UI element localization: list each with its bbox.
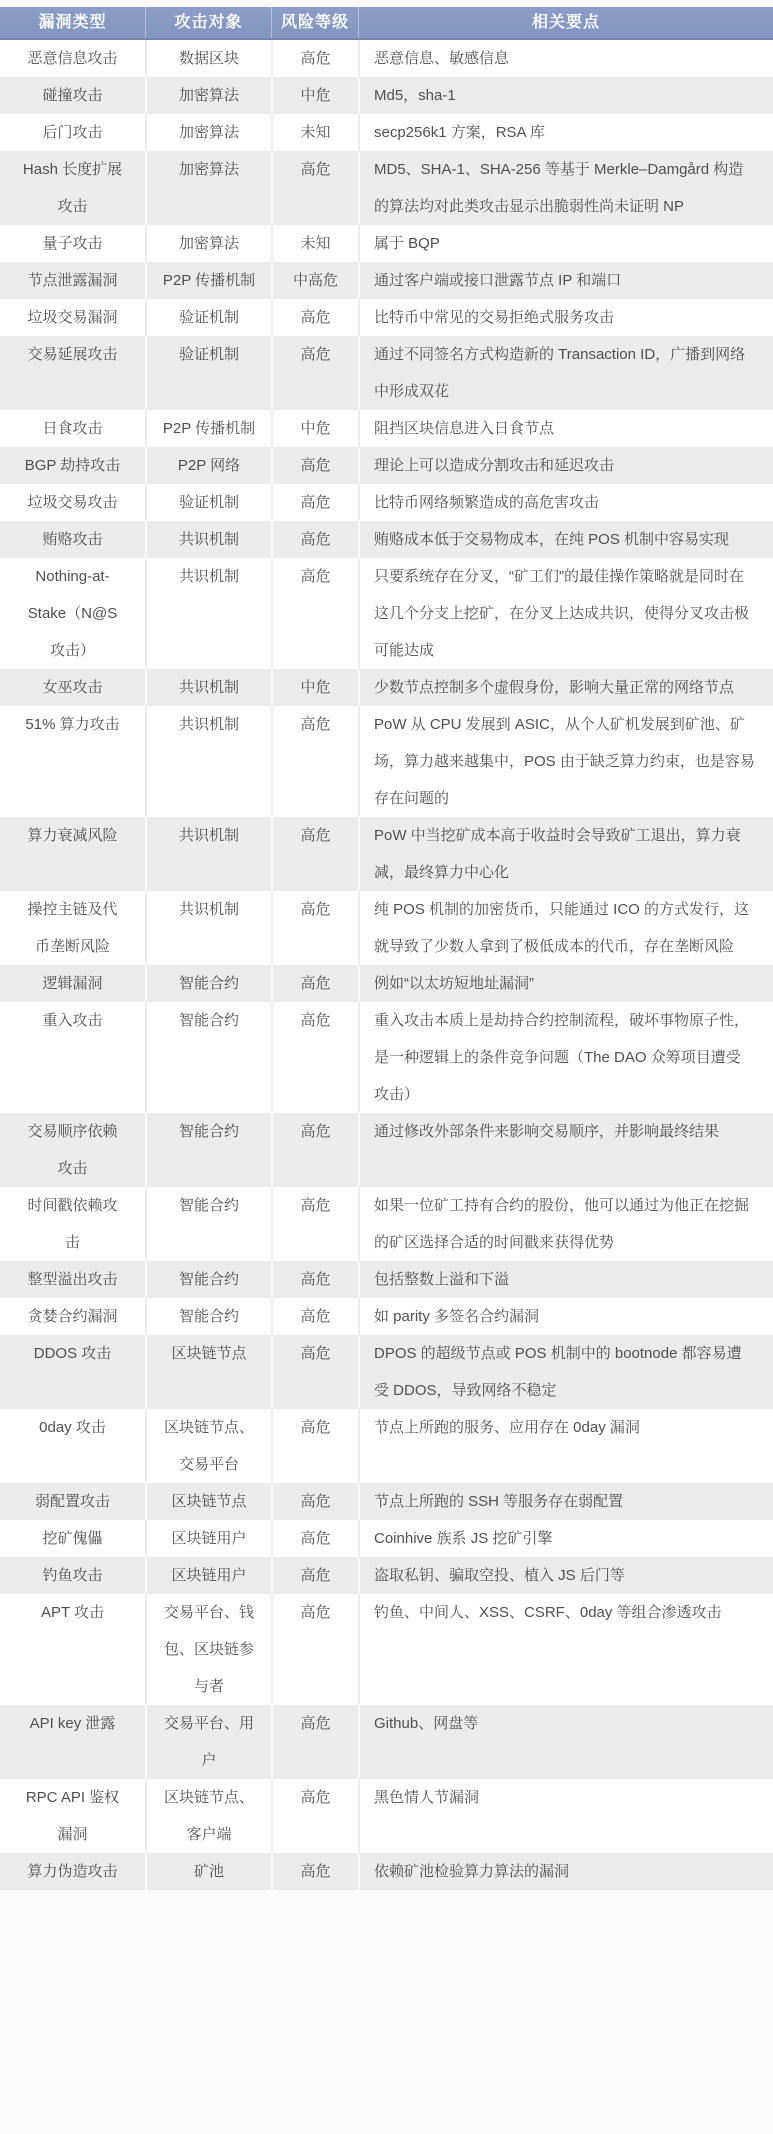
attack-target-cell: 验证机制	[145, 299, 271, 336]
table-row	[0, 484, 773, 521]
table-row	[0, 1557, 773, 1594]
risk-level-cell: 高危	[271, 706, 358, 817]
table-row	[0, 1002, 773, 1113]
risk-level-cell: 高危	[271, 1705, 358, 1779]
risk-level-cell: 中危	[271, 77, 358, 114]
key-points-cell: 阻挡区块信息进入日食节点	[358, 410, 773, 447]
key-points-cell: 少数节点控制多个虚假身份，影响大量正常的网络节点	[358, 669, 773, 706]
vuln-type-cell: 交易延展攻击	[27, 346, 118, 363]
key-points-cell: 节点上所跑的 SSH 等服务存在弱配置	[358, 1483, 773, 1520]
vuln-type-cell: Hash 长度扩展攻击	[22, 161, 123, 215]
risk-level-cell: 高危	[271, 336, 358, 410]
risk-level-cell: 高危	[271, 1594, 358, 1705]
key-points-cell: 如果一位矿工持有合约的股份，他可以通过为他正在挖掘的矿区选择合适的时间戳来获得优势	[358, 1187, 773, 1261]
risk-level-cell: 中危	[271, 669, 358, 706]
key-points-cell: Github、网盘等	[358, 1705, 773, 1779]
table-row	[0, 151, 773, 225]
table-row	[0, 521, 773, 558]
table-row	[0, 706, 773, 817]
attack-target-cell: 区块链节点	[145, 1335, 271, 1409]
risk-level-cell: 高危	[271, 1002, 358, 1113]
attack-target-cell: 共识机制	[145, 521, 271, 558]
risk-level-cell: 未知	[271, 114, 358, 151]
attack-target-cell: 加密算法	[145, 151, 271, 225]
attack-target-cell: 智能合约	[145, 965, 271, 1002]
vuln-type-cell: 女巫攻击	[42, 679, 103, 696]
table-row	[0, 817, 773, 891]
table-row	[0, 410, 773, 447]
risk-level-cell: 中高危	[271, 262, 358, 299]
key-points-cell: 贿赂成本低于交易物成本，在纯 POS 机制中容易实现	[358, 521, 773, 558]
attack-target-cell: 数据区块	[145, 40, 271, 77]
table-row	[0, 965, 773, 1002]
vuln-type-cell: 垃圾交易攻击	[27, 494, 118, 511]
vuln-type-cell: 时间戳依赖攻击	[27, 1197, 118, 1251]
risk-level-cell: 高危	[271, 521, 358, 558]
risk-level-cell: 中危	[271, 410, 358, 447]
key-points-cell: 通过不同签名方式构造新的 Transaction ID，广播到网络中形成双花	[358, 336, 773, 410]
vuln-type-cell: 交易顺序依赖攻击	[27, 1123, 118, 1177]
table-row	[0, 1335, 773, 1409]
attack-target-cell: 矿池	[145, 1853, 271, 1890]
attack-target-cell: 加密算法	[145, 225, 271, 262]
key-points-cell: 属于 BQP	[358, 225, 773, 262]
vulnerability-table	[0, 7, 773, 1890]
key-points-cell: MD5、SHA-1、SHA-256 等基于 Merkle–Damgård 构造的算法均对此类攻击显示出脆弱性尚未证明 NP	[358, 151, 773, 225]
attack-target-cell: 智能合约	[145, 1113, 271, 1187]
vuln-type-cell: APT 攻击	[40, 1604, 105, 1621]
vuln-type-cell: 碰撞攻击	[42, 87, 103, 104]
risk-level-cell: 高危	[271, 1520, 358, 1557]
key-points-cell: 盗取私钥、骗取空投、植入 JS 后门等	[358, 1557, 773, 1594]
key-points-cell: secp256k1 方案，RSA 库	[358, 114, 773, 151]
table-row	[0, 1261, 773, 1298]
attack-target-cell: 验证机制	[145, 484, 271, 521]
vuln-type-cell: 量子攻击	[42, 235, 103, 252]
vuln-type-cell: 恶意信息攻击	[27, 50, 118, 67]
attack-target-cell: P2P 网络	[145, 447, 271, 484]
risk-level-cell: 高危	[271, 558, 358, 669]
key-points-cell: PoW 从 CPU 发展到 ASIC，从个人矿机发展到矿池、矿场，算力越来越集中，POS 由于缺乏算力约束，也是容易存在问题的	[358, 706, 773, 817]
vuln-type-cell: DDOS 攻击	[33, 1345, 112, 1362]
header-vuln-type: 漏洞类型	[38, 14, 107, 31]
table-row	[0, 225, 773, 262]
vuln-type-cell: 贪婪合约漏洞	[27, 1308, 118, 1325]
attack-target-cell: 共识机制	[145, 817, 271, 891]
risk-level-cell: 高危	[271, 1779, 358, 1853]
key-points-cell: 理论上可以造成分割攻击和延迟攻击	[358, 447, 773, 484]
key-points-cell: 黑色情人节漏洞	[358, 1779, 773, 1853]
key-points-cell: 通过修改外部条件来影响交易顺序，并影响最终结果	[358, 1113, 773, 1187]
key-points-cell: 包括整数上溢和下溢	[358, 1261, 773, 1298]
table-header-row	[0, 7, 773, 40]
vuln-type-cell: 挖矿傀儡	[42, 1530, 103, 1547]
attack-target-cell: 区块链节点	[145, 1483, 271, 1520]
attack-target-cell: 共识机制	[145, 669, 271, 706]
vuln-type-cell: 弱配置攻击	[34, 1493, 110, 1510]
risk-level-cell: 高危	[271, 891, 358, 965]
vuln-type-cell: API key 泄露	[29, 1715, 116, 1732]
vuln-type-cell: 算力伪造攻击	[27, 1863, 118, 1880]
attack-target-cell: 验证机制	[145, 336, 271, 410]
table-row	[0, 262, 773, 299]
key-points-cell: 只要系统存在分叉，“矿工们”的最佳操作策略就是同时在这几个分支上挖矿，在分叉上达成共识，使得分叉攻击极可能达成	[358, 558, 773, 669]
key-points-cell: 例如“以太坊短地址漏洞”	[358, 965, 773, 1002]
key-points-cell: Md5，sha-1	[358, 77, 773, 114]
vuln-type-cell: 垃圾交易漏洞	[27, 309, 118, 326]
table-row	[0, 1520, 773, 1557]
vuln-type-cell: 逻辑漏洞	[42, 975, 103, 992]
key-points-cell: 节点上所跑的服务、应用存在 0day 漏洞	[358, 1409, 773, 1483]
risk-level-cell: 高危	[271, 1335, 358, 1409]
attack-target-cell: 区块链用户	[145, 1520, 271, 1557]
attack-target-cell: 加密算法	[145, 77, 271, 114]
vuln-type-cell: 51% 算力攻击	[25, 716, 120, 733]
key-points-cell: 依赖矿池检验算力算法的漏洞	[358, 1853, 773, 1890]
key-points-cell: Coinhive 族系 JS 挖矿引擎	[358, 1520, 773, 1557]
table-row	[0, 1594, 773, 1705]
attack-target-cell: 交易平台、钱包、区块链参与者	[145, 1594, 271, 1705]
attack-target-cell: 区块链用户	[145, 1557, 271, 1594]
table-row	[0, 299, 773, 336]
vuln-type-cell: 操控主链及代币垄断风险	[27, 901, 118, 955]
vuln-type-cell: 整型溢出攻击	[27, 1271, 118, 1288]
attack-target-cell: 共识机制	[145, 706, 271, 817]
risk-level-cell: 高危	[271, 1113, 358, 1187]
table-row	[0, 1187, 773, 1261]
attack-target-cell: 智能合约	[145, 1261, 271, 1298]
vuln-type-cell: 钓鱼攻击	[42, 1567, 103, 1584]
risk-level-cell: 高危	[271, 151, 358, 225]
risk-level-cell: 高危	[271, 447, 358, 484]
table-row	[0, 1409, 773, 1483]
risk-level-cell: 高危	[271, 1557, 358, 1594]
table-row	[0, 114, 773, 151]
header-key-points: 相关要点	[358, 7, 773, 38]
table-row	[0, 669, 773, 706]
table-row	[0, 1779, 773, 1853]
key-points-cell: 如 parity 多签名合约漏洞	[358, 1298, 773, 1335]
risk-level-cell: 高危	[271, 484, 358, 521]
risk-level-cell: 高危	[271, 817, 358, 891]
risk-level-cell: 高危	[271, 1853, 358, 1890]
key-points-cell: 恶意信息、敏感信息	[358, 40, 773, 77]
table-row	[0, 447, 773, 484]
table-row	[0, 891, 773, 965]
attack-target-cell: 智能合约	[145, 1187, 271, 1261]
vuln-type-cell: 重入攻击	[42, 1012, 103, 1029]
attack-target-cell: 共识机制	[145, 558, 271, 669]
risk-level-cell: 高危	[271, 1298, 358, 1335]
vuln-type-cell: RPC API 鉴权漏洞	[25, 1789, 120, 1843]
header-risk-level: 风险等级	[271, 7, 358, 38]
risk-level-cell: 高危	[271, 1187, 358, 1261]
table-body	[0, 40, 773, 1890]
table-row	[0, 558, 773, 669]
table-row	[0, 336, 773, 410]
key-points-cell: 通过客户端或接口泄露节点 IP 和端口	[358, 262, 773, 299]
attack-target-cell: 区块链节点、交易平台	[145, 1409, 271, 1483]
attack-target-cell: 智能合约	[145, 1002, 271, 1113]
key-points-cell: DPOS 的超级节点或 POS 机制中的 bootnode 都容易遭受 DDOS，导致网络不稳定	[358, 1335, 773, 1409]
table-row	[0, 1705, 773, 1779]
vuln-type-cell: 贿赂攻击	[42, 531, 103, 548]
attack-target-cell: P2P 传播机制	[145, 262, 271, 299]
risk-level-cell: 高危	[271, 1409, 358, 1483]
table-row	[0, 1298, 773, 1335]
key-points-cell: 比特币中常见的交易拒绝式服务攻击	[358, 299, 773, 336]
attack-target-cell: 共识机制	[145, 891, 271, 965]
attack-target-cell: 智能合约	[145, 1298, 271, 1335]
key-points-cell: 纯 POS 机制的加密货币，只能通过 ICO 的方式发行，这就导致了少数人拿到了极低成本的代币，存在垄断风险	[358, 891, 773, 965]
risk-level-cell: 高危	[271, 299, 358, 336]
attack-target-cell: 区块链节点、客户端	[145, 1779, 271, 1853]
attack-target-cell: P2P 传播机制	[145, 410, 271, 447]
vuln-type-cell: 算力衰减风险	[27, 827, 118, 844]
risk-level-cell: 高危	[271, 965, 358, 1002]
key-points-cell: PoW 中当挖矿成本高于收益时会导致矿工退出，算力衰减，最终算力中心化	[358, 817, 773, 891]
key-points-cell: 重入攻击本质上是劫持合约控制流程，破坏事物原子性，是一种逻辑上的条件竞争问题（The DAO 众筹项目遭受攻击）	[358, 1002, 773, 1113]
risk-level-cell: 高危	[271, 40, 358, 77]
key-points-cell: 比特币网络频繁造成的高危害攻击	[358, 484, 773, 521]
key-points-cell: 钓鱼、中间人、XSS、CSRF、0day 等组合渗透攻击	[358, 1594, 773, 1705]
table-row	[0, 1113, 773, 1187]
attack-target-cell: 交易平台、用户	[145, 1705, 271, 1779]
vuln-type-cell: Nothing-at-Stake（N@S 攻击）	[27, 568, 118, 659]
vuln-type-cell: 日食攻击	[42, 420, 103, 437]
risk-level-cell: 未知	[271, 225, 358, 262]
vuln-type-cell: BGP 劫持攻击	[24, 457, 121, 474]
attack-target-cell: 加密算法	[145, 114, 271, 151]
header-attack-target: 攻击对象	[145, 7, 271, 38]
table-row	[0, 1853, 773, 1890]
vuln-type-cell: 节点泄露漏洞	[27, 272, 118, 289]
risk-level-cell: 高危	[271, 1261, 358, 1298]
vuln-type-cell: 后门攻击	[42, 124, 103, 141]
table-row	[0, 40, 773, 77]
vuln-type-cell: 0day 攻击	[39, 1419, 106, 1436]
table-row	[0, 1483, 773, 1520]
risk-level-cell: 高危	[271, 1483, 358, 1520]
table-row	[0, 77, 773, 114]
